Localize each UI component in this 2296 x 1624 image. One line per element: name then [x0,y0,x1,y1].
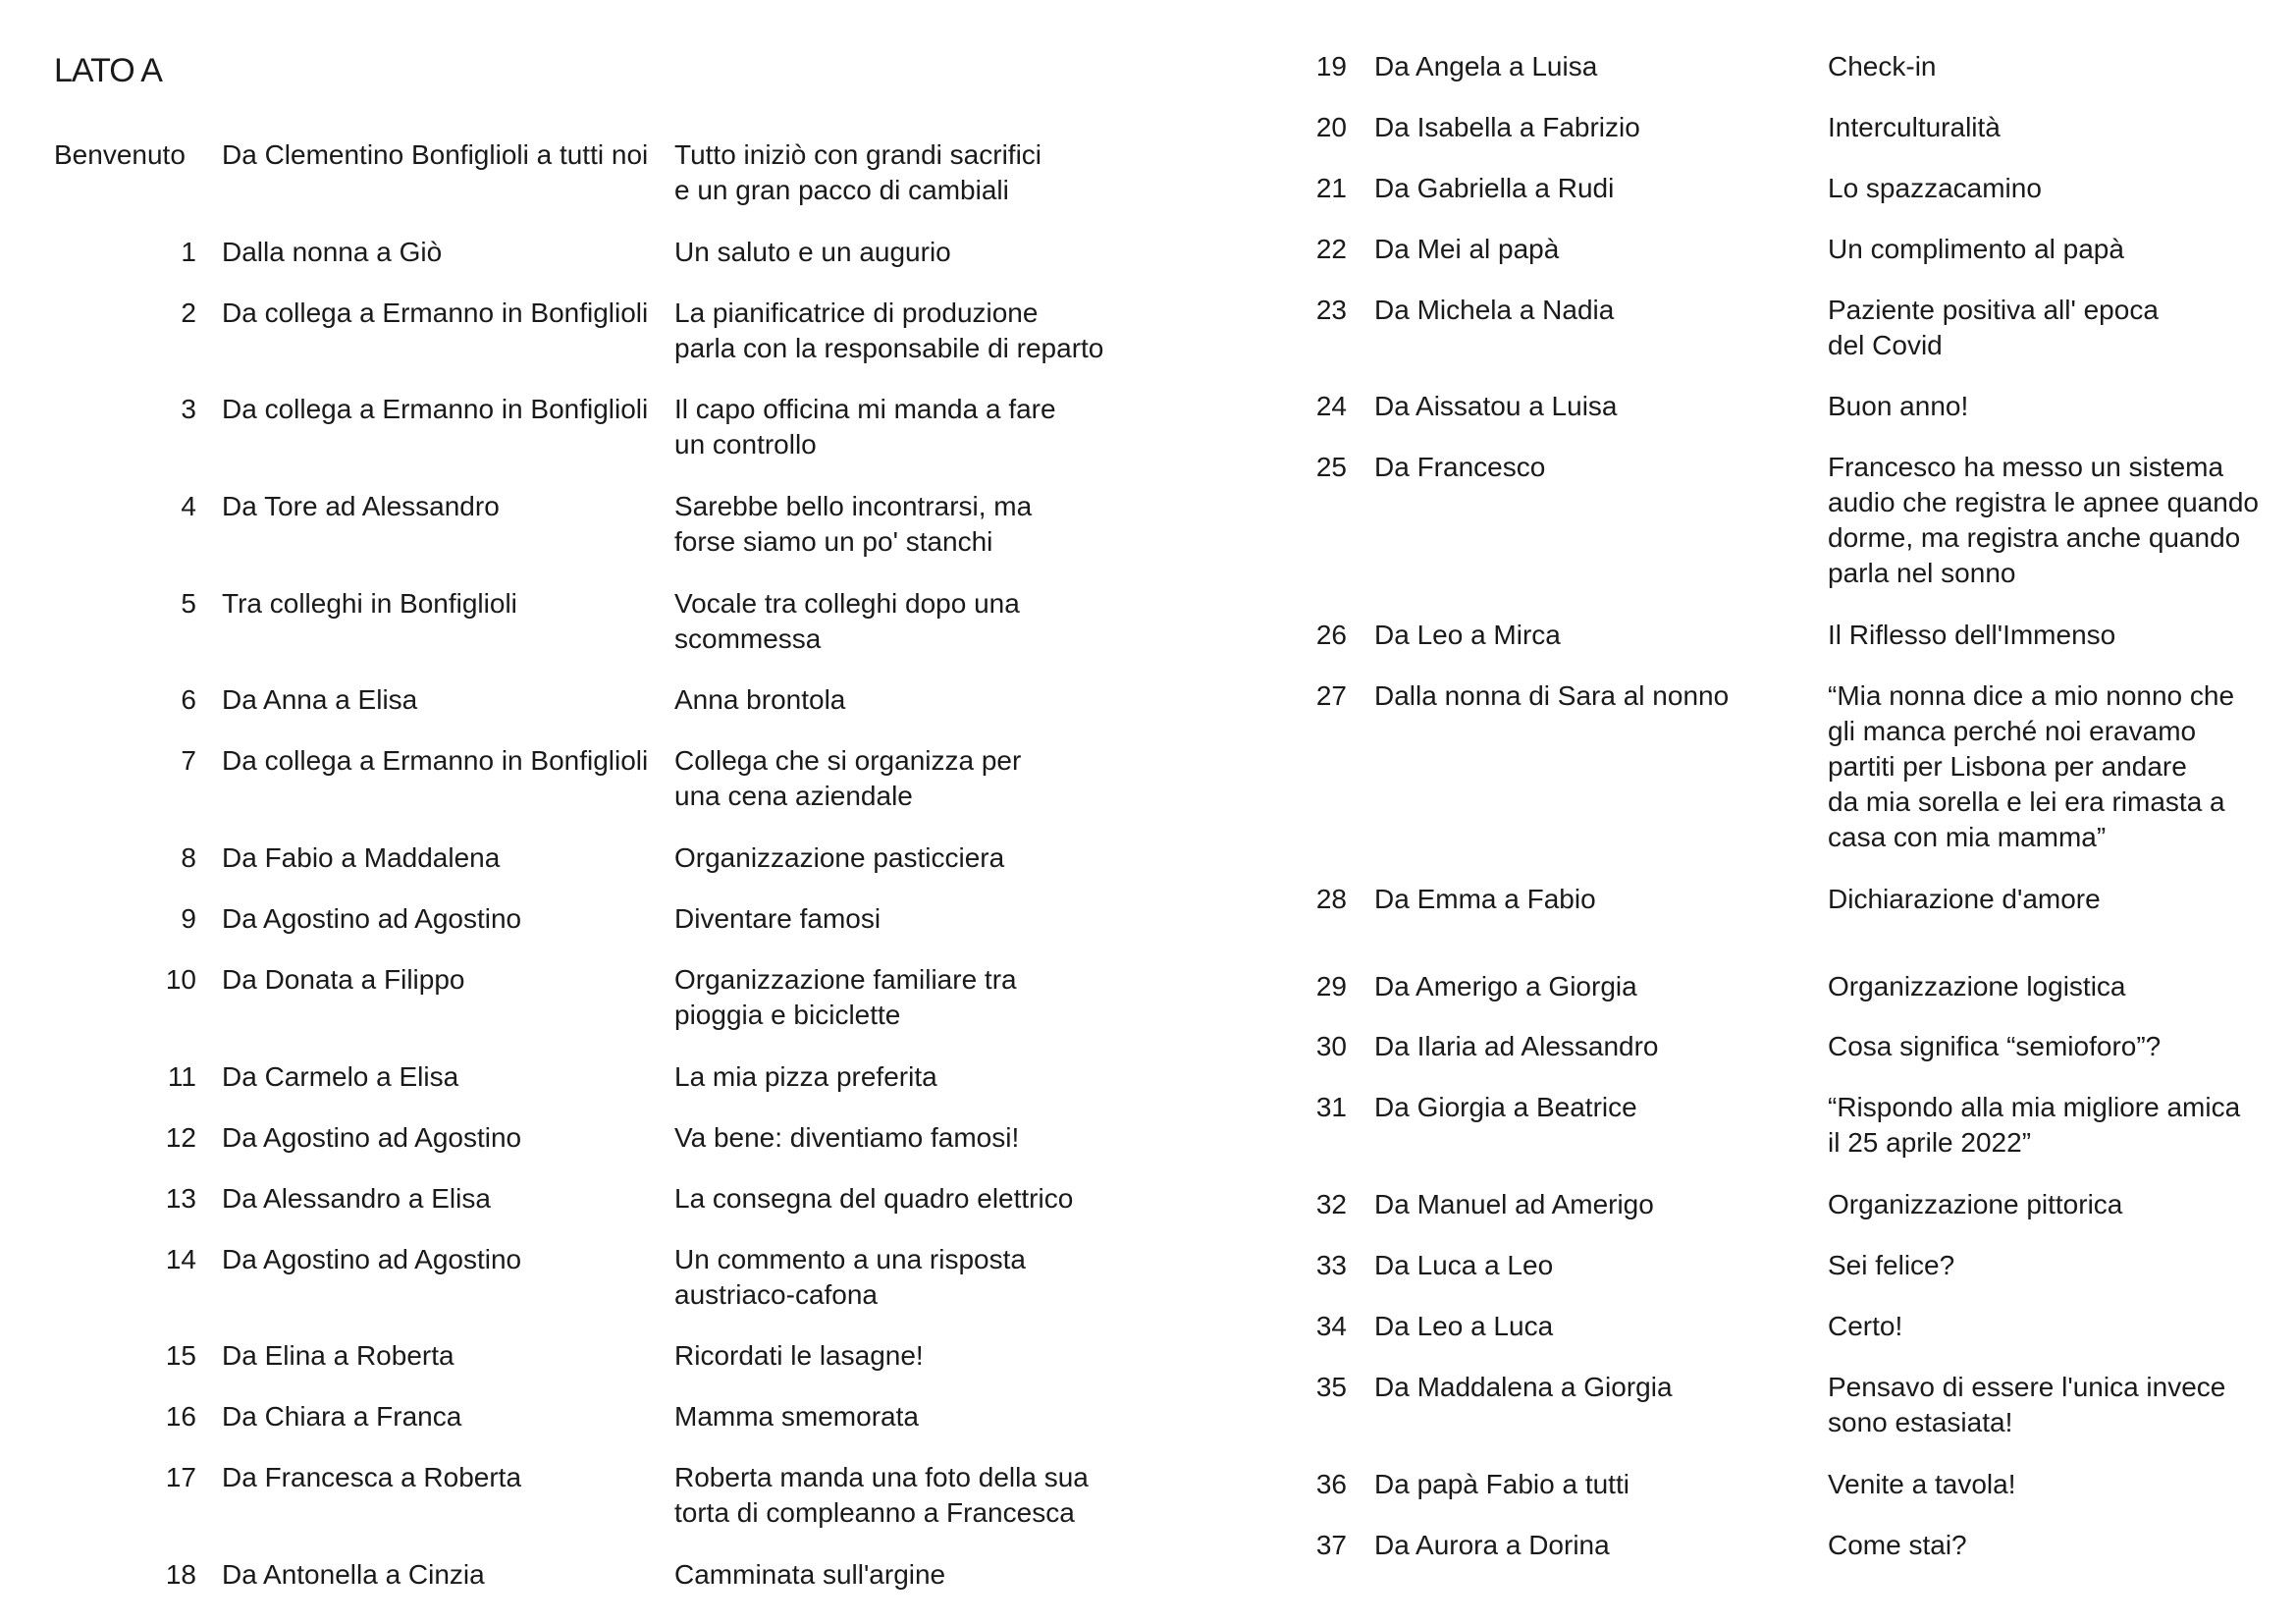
track-number: 12 [165,1122,196,1153]
track-subject: Il Riflesso dell'Immenso [1828,620,2116,650]
track-sender: Da Aurora a Dorina [1374,1530,1610,1560]
track-number: 15 [165,1340,196,1371]
track-sender: Da Angela a Luisa [1374,51,1598,81]
track-sender: Da collega a Ermanno in Bonfiglioli [222,298,649,328]
track-sender: Da Leo a Mirca [1374,620,1561,650]
track-subject: Va bene: diventiamo famosi! [674,1122,1020,1153]
track-number: 20 [1315,112,1347,142]
track-subject: Venite a tavola! [1828,1469,2016,1499]
track-sender: Da Donata a Filippo [222,964,465,995]
track-subject: Organizzazione pittorica [1828,1189,2123,1219]
track-subject: Tutto iniziò con grandi sacrifici e un gran pacco di cambiali [674,139,1042,205]
track-subject: Paziente positiva all' epoca del Covid [1828,295,2159,360]
track-sender: Da Manuel ad Amerigo [1374,1189,1654,1219]
track-sender: Da Agostino ad Agostino [222,903,522,934]
track-sender: Da papà Fabio a tutti [1374,1469,1629,1499]
track-sender: Da Francesco [1374,452,1546,482]
track-subject: Dichiarazione d'amore [1828,884,2101,914]
track-sender: Da Giorgia a Beatrice [1374,1092,1637,1122]
track-sender: Da Carmelo a Elisa [222,1061,459,1092]
track-number: 17 [165,1462,196,1492]
track-subject: Certo! [1828,1311,1903,1341]
track-number: 22 [1315,234,1347,264]
track-number: 35 [1315,1372,1347,1402]
track-sender: Da Michela a Nadia [1374,295,1615,325]
track-sender: Da Leo a Luca [1374,1311,1554,1341]
track-number: 7 [181,745,196,776]
track-subject: Un saluto e un augurio [674,237,951,267]
track-subject: Buon anno! [1828,391,1969,421]
track-subject: La pianificatrice di produzione parla con la responsabile di reparto [674,298,1104,363]
track-subject: Un commento a una risposta austriaco-cafona [674,1244,1026,1310]
track-number: 30 [1315,1031,1347,1061]
track-number: 34 [1315,1311,1347,1341]
track-sender: Da Maddalena a Giorgia [1374,1372,1673,1402]
track-sender: Da Amerigo a Giorgia [1374,971,1637,1001]
track-number: 8 [181,842,196,873]
track-number: 5 [181,588,196,619]
track-number: 33 [1315,1250,1347,1280]
track-sender: Da collega a Ermanno in Bonfiglioli [222,394,649,424]
track-sender: Da Agostino ad Agostino [222,1122,522,1153]
track-sender: Da Luca a Leo [1374,1250,1554,1280]
track-number: 29 [1315,971,1347,1001]
track-subject: Interculturalità [1828,112,2001,142]
track-subject: Anna brontola [674,684,846,715]
track-subject: “Rispondo alla mia migliore amica il 25 aprile 2022” [1828,1092,2241,1158]
track-number: 10 [165,964,196,995]
track-sender: Da Anna a Elisa [222,684,418,715]
track-number: 32 [1315,1189,1347,1219]
track-number: 4 [181,491,196,521]
track-number: 14 [165,1244,196,1274]
track-subject: Lo spazzacamino [1828,173,2042,203]
track-number: 13 [165,1183,196,1214]
track-subject: Cosa significa “semioforo”? [1828,1031,2162,1061]
track-sender: Da Mei al papà [1374,234,1560,264]
track-number: 1 [181,237,196,267]
track-subject: Francesco ha messo un sistema audio che registra le apnee quando dorme, ma registra anche quando parla nel sonno [1828,452,2260,588]
track-number: 16 [165,1401,196,1432]
track-number: 23 [1315,295,1347,325]
track-sender: Dalla nonna a Giò [222,237,443,267]
track-number: 28 [1315,884,1347,914]
track-sender: Dalla nonna di Sara al nonno [1374,680,1730,711]
track-sender: Da Chiara a Franca [222,1401,462,1432]
track-number: 2 [181,298,196,328]
track-number: 31 [1315,1092,1347,1122]
track-number: 3 [181,394,196,424]
track-subject: Organizzazione familiare tra pioggia e biciclette [674,964,1017,1030]
track-sender: Da Clementino Bonfiglioli a tutti noi [222,139,649,170]
track-subject: La mia pizza preferita [674,1061,937,1092]
track-number: 19 [1315,51,1347,81]
track-sender: Da Ilaria ad Alessandro [1374,1031,1659,1061]
track-subject: Come stai? [1828,1530,1967,1560]
track-subject: La consegna del quadro elettrico [674,1183,1074,1214]
track-number: 11 [167,1061,196,1092]
track-sender: Da Tore ad Alessandro [222,491,500,521]
track-number: 36 [1315,1469,1347,1499]
track-subject: Roberta manda una foto della sua torta di compleanno a Francesca [674,1462,1089,1528]
track-sender: Da Emma a Fabio [1374,884,1596,914]
track-number: 21 [1315,173,1347,203]
page-title: LATO A [54,52,162,89]
track-number: 24 [1315,391,1347,421]
track-subject: Organizzazione pasticciera [674,842,1005,873]
track-subject: Sarebbe bello incontrarsi, ma forse siamo un po' stanchi [674,491,1033,557]
track-sender: Da Gabriella a Rudi [1374,173,1615,203]
track-subject: Pensavo di essere l'unica invece sono estasiata! [1828,1372,2226,1437]
track-sender: Da Antonella a Cinzia [222,1559,485,1590]
track-sender: Da Elina a Roberta [222,1340,454,1371]
track-number: 25 [1315,452,1347,482]
track-sender: Da Isabella a Fabrizio [1374,112,1640,142]
track-subject: Un complimento al papà [1828,234,2124,264]
track-number: 27 [1315,680,1347,711]
track-subject: Diventare famosi [674,903,881,934]
track-number: 37 [1315,1530,1347,1560]
track-subject: Vocale tra colleghi dopo una scommessa [674,588,1020,654]
track-subject: Collega che si organizza per una cena aziendale [674,745,1022,811]
track-sender: Da collega a Ermanno in Bonfiglioli [222,745,649,776]
track-subject: Ricordati le lasagne! [674,1340,924,1371]
track-number: Benvenuto [54,139,186,170]
track-number: 9 [181,903,196,934]
track-sender: Da Francesca a Roberta [222,1462,522,1492]
track-sender: Da Agostino ad Agostino [222,1244,522,1274]
track-sender: Da Aissatou a Luisa [1374,391,1618,421]
track-subject: Il capo officina mi manda a fare un controllo [674,394,1056,460]
track-sender: Da Fabio a Maddalena [222,842,501,873]
track-subject: Check-in [1828,51,1937,81]
track-subject: “Mia nonna dice a mio nonno che gli manca perché noi eravamo partiti per Lisbona per andare da mia sorella e lei era rimasta a casa con mia mamma” [1828,680,2235,852]
track-number: 18 [165,1559,196,1590]
track-subject: Mamma smemorata [674,1401,919,1432]
track-subject: Camminata sull'argine [674,1559,946,1590]
track-number: 6 [181,684,196,715]
track-subject: Organizzazione logistica [1828,971,2126,1001]
track-subject: Sei felice? [1828,1250,1955,1280]
track-sender: Tra colleghi in Bonfiglioli [222,588,517,619]
track-number: 26 [1315,620,1347,650]
track-sender: Da Alessandro a Elisa [222,1183,491,1214]
